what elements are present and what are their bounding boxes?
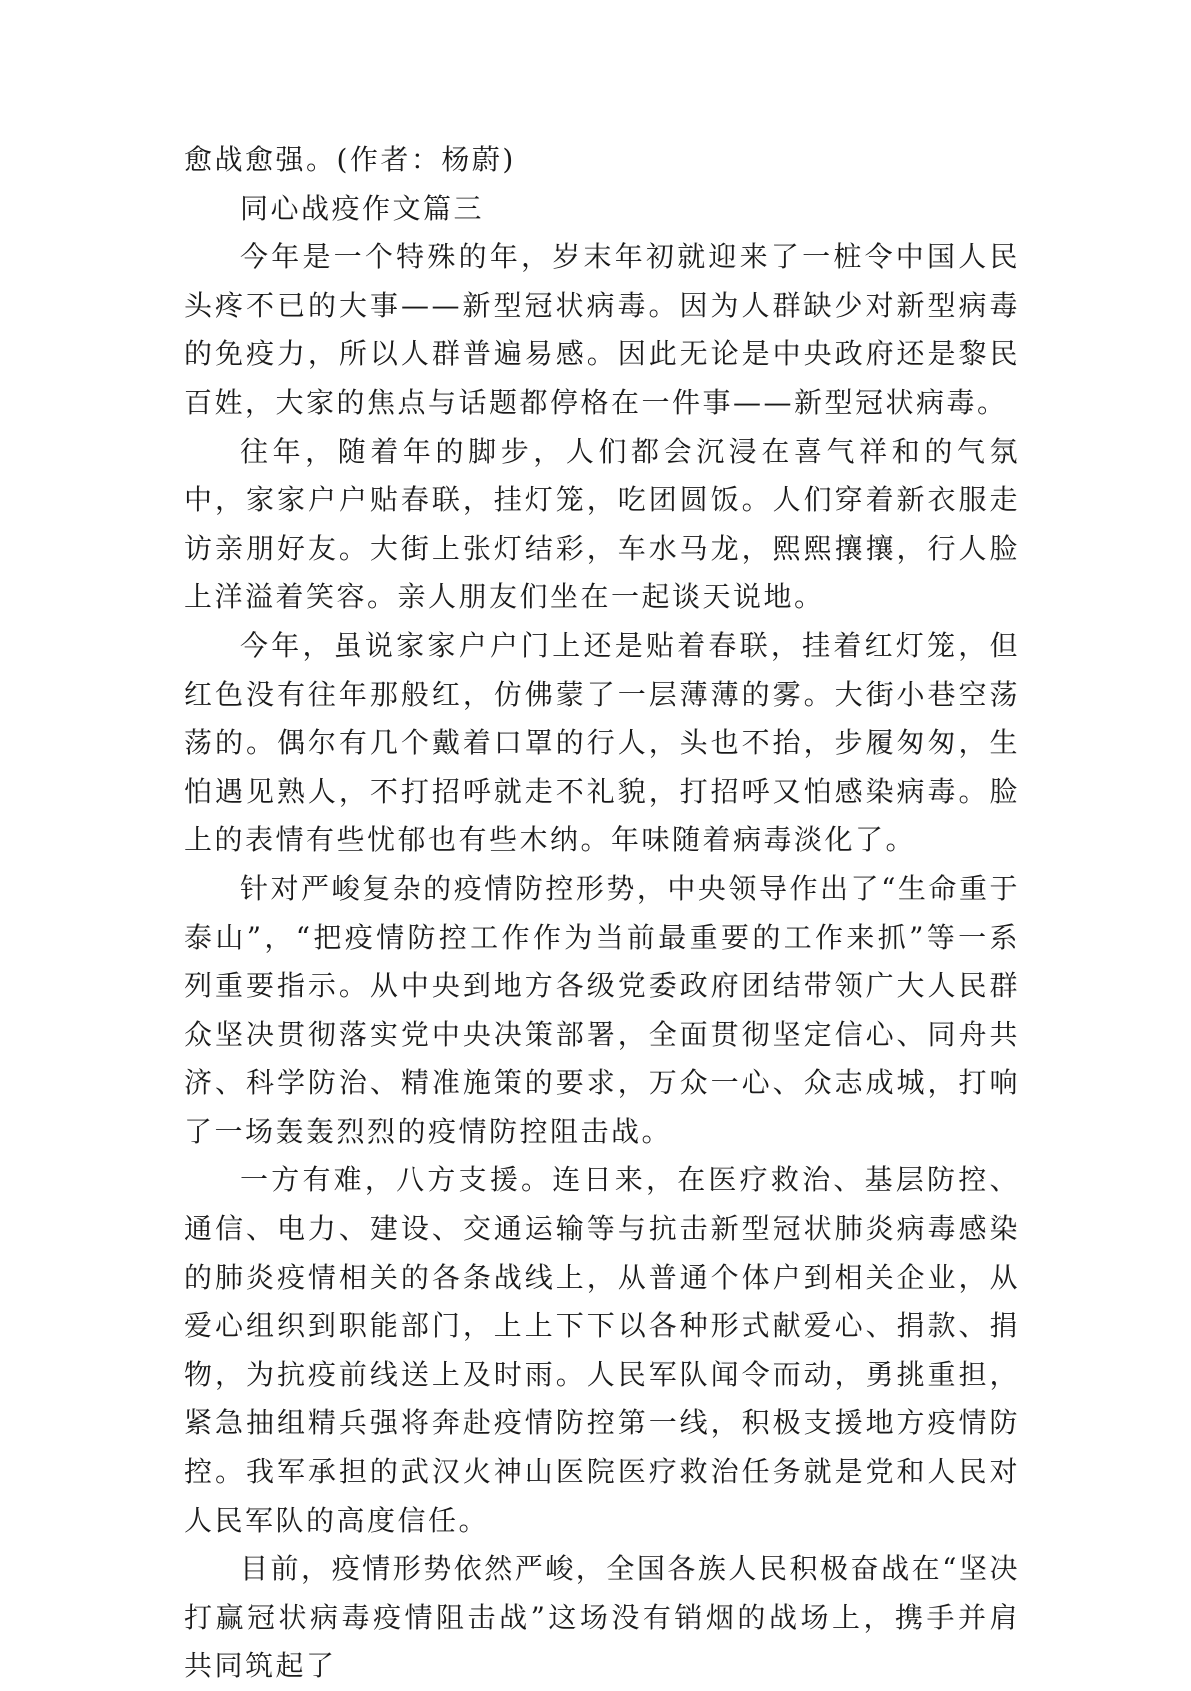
lead-line: 愈战愈强。(作者：杨蔚) [184,143,516,176]
paragraph: 一方有难，八方支援。连日来，在医疗救治、基层防控、通信、电力、建设、交通运输等与抗击新型冠状肺炎病毒感染的肺炎疫情相关的各条战线上，从普通个体户到相关企业，从爱心组织到职能部门，上上下下以各种形式献爱心、捐款、捐物，为抗疫前线送上及时雨。人民军队闻令而动，勇挑重担，紧急抽组精兵强将奔赴疫情防控第一线，积极支援地方疫情防控。我军承担的武汉火神山医院医疗救治任务就是党和人民对人民军队的高度信任。 [184,1163,1020,1537]
paragraph: 今年，虽说家家户户门上还是贴着春联，挂着红灯笼，但红色没有往年那般红，仿佛蒙了一层薄薄的雾。大街小巷空荡荡的。偶尔有几个戴着口罩的行人，头也不抬，步履匆匆，生怕遇见熟人，不打招呼就走不礼貌，打招呼又怕感染病毒。脸上的表情有些忧郁也有些木纳。年味随着病毒淡化了。 [184,628,1020,857]
paragraph: 针对严峻复杂的疫情防控形势，中央领导作出了“生命重于泰山”，“把疫情防控工作作为当前最重要的工作来抓”等一系列重要指示。从中央到地方各级党委政府团结带领广大人民群众坚决贯彻落实党中央决策部署，全面贯彻坚定信心、同舟共济、科学防治、精准施策的要求，万众一心、众志成城，打响了一场轰轰烈烈的疫情防控阻击战。 [184,871,1020,1148]
paragraph: 今年是一个特殊的年，岁末年初就迎来了一桩令中国人民头疼不已的大事——新型冠状病毒。因为人群缺少对新型病毒的免疫力，所以人群普遍易感。因此无论是中央政府还是黎民百姓，大家的焦点与话题都停格在一件事——新型冠状病毒。 [184,240,1020,419]
paragraph: 往年，随着年的脚步，人们都会沉浸在喜气祥和的气氛中，家家户户贴春联，挂灯笼，吃团圆饭。人们穿着新衣服走访亲朋好友。大街上张灯结彩，车水马龙，熙熙攘攘，行人脸上洋溢着笑容。亲人朋友们坐在一起谈天说地。 [184,434,1020,614]
paragraph: 目前，疫情形势依然严峻，全国各族人民积极奋战在“坚决打赢冠状病毒疫情阻击战”这场没有销烟的战场上，携手并肩共同筑起了 [184,1552,1020,1683]
document-body [184,136,1020,1691]
section-title: 同心战疫作文篇三 [240,191,485,225]
